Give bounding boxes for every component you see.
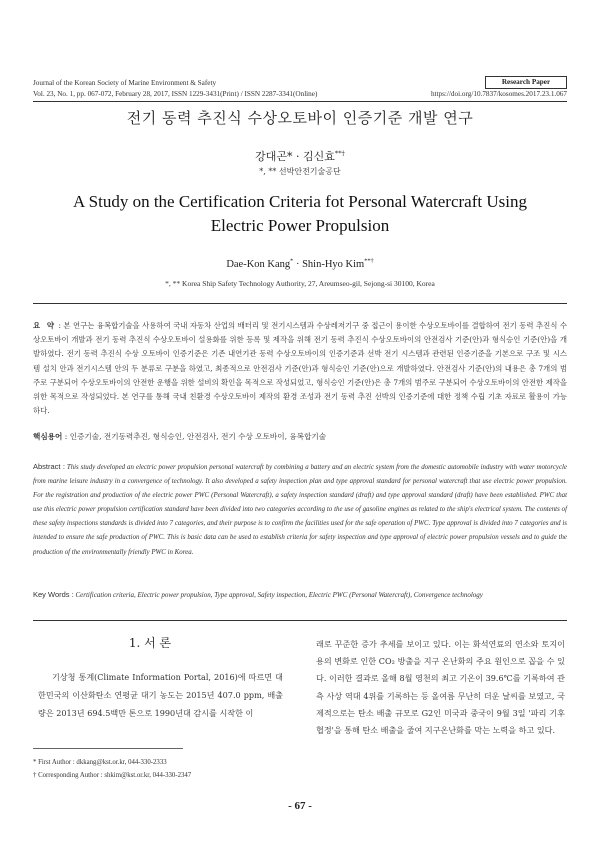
footnote-corresponding-author: † Corresponding Author : shkim@kst.or.kr, 044-330-2347 bbox=[33, 772, 192, 779]
authors-english: Dae-Kon Kang* · Shin-Hyo Kim**† bbox=[226, 257, 374, 270]
abstract-english: Abstract : This study developed an electric power propulsion personal watercraft by combining a battery and an electric system from the domestic automobile industry with water motorcycle from marine leisure industry in a convergence of technology. It also developed a safety inspection plan and type approval standard for personal watercraft that use electric power propulsion. For the registration and production of the electric power PWC (Personal Watercraft), a safety inspection standard (draft) and type approval standard (draft) have been established. PWC that use this electric power propulsion certification standard have been divided into two categories according to the use of gasoline engines as related to the ship's electrical system. The contents of these safety inspections standards is divided into 7 categories, and their purpose is to confirm the facilities used for the safe operation of PWC. Type approval is divided into 7 categories and is intended to ensure the safe production of PWC. This is basic data can be used to establish criteria for safety inspection and type approval of electric power propulsion vessels and to guide the production of the environmentally friendly PWC in Korea. bbox=[33, 462, 567, 556]
journal-name: Journal of the Korean Society of Marine Environment & Safety bbox=[33, 79, 217, 87]
abstract-korean-label: 요 약 bbox=[33, 321, 56, 330]
body-text-right: 래로 꾸준한 증가 추세를 보이고 있다. 이는 화석연료의 연소와 토지이용의 변화로 인한 CO₂ 방출을 지구 온난화의 주요 원인으로 꼽을 수 있다. 이러한 결과로 올해 8월 영천의 최고 기온이 39.6℃를 기록하여 관측 사상 역대 4위를 기록하는 등 올여름 무난히 더운 날씨를 보였고, 국제적으로는 탄소 배출 규모로 G2인 미국과 중국이 9월 3일 '파리 기후협정'을 통해 탄소 배출을 줄여 지구온난화를 막는 노력을 하고 있다. bbox=[316, 639, 565, 736]
abstract-rule bbox=[33, 620, 567, 621]
header-rule bbox=[33, 101, 567, 102]
section-heading-introduction: 1. 서 론 bbox=[128, 636, 172, 650]
title-rule bbox=[33, 303, 567, 304]
footnote-rule bbox=[33, 748, 183, 749]
title-korean: 전기 동력 추진식 수상오토바이 인증기준 개발 연구 bbox=[126, 109, 474, 127]
volume-info: Vol. 23, No. 1, pp. 067-072, February 28, 2017, ISSN 1229-3431(Print) / ISSN 2287-3341(Online) bbox=[33, 90, 318, 98]
body-text-left: 기상청 통계(Climate Information Portal, 2016)에 따르면 대한민국의 이산화탄소 연평균 대기 농도는 2015년 407.0 ppm, 배출량은 2013년 694.5백만 톤으로 1990년대 감시를 시작한 이 bbox=[38, 672, 283, 718]
abstract-english-label: Abstract : bbox=[33, 462, 65, 471]
title-english: A Study on the Certification Criteria fot Personal Watercraft Using Electric Power Propulsion bbox=[73, 192, 527, 235]
authors-korean: 강대곤* · 김신효**† bbox=[255, 149, 345, 163]
page-number: - 67 - bbox=[288, 800, 312, 812]
keywords-korean: 핵심용어 : 인증기술, 전기동력추진, 형식승인, 안전검사, 전기 수상 오토바이, 융복합기술 bbox=[33, 432, 327, 441]
keywords-english: Key Words : Certification criteria, Electric power propulsion, Type approval, Safety inspection, Electric PWC (Personal Watercraft), Convergence technology bbox=[33, 590, 483, 599]
footnote-first-author: * First Author : dkkang@kst.or.kr, 044-330-2333 bbox=[33, 759, 167, 766]
abstract-korean: 요 약 : 본 연구는 융복합기술을 사용하여 국내 자동차 산업의 배터리 및 전기시스템과 수상레저기구 중 접근이 용이한 수상오토바이를 결합하여 전기 동력 추진식 수상오토바이 개발과 전기 동력 추진식 수상오토바이 설용화를 위한 등록 및 제작을 위해 전기 동력 추진식 수상오토바이의 안전검사 기준(안)과 형식승인 기준(안)을 개발하였다. 전기 동력 추진식 수상 오토바이 인증기준은 기존 내연기관 동력 수상오토바이의 인증기준과 선박 전기 시스템과 관련된 인증기준을 기본으로 구조 및 시스템 설치 안과 전기시스템 안의 두 분류로 구분을 하였고, 최종적으로 안전검사 기준(안)과 형식승인 기준(안)으로 개발하였다. 안전검사 기준(안)의 내용은 총 7개의 범주로 구분되어 수상오토바이의 안전한 운행을 위한 설비의 확인을 목적으로 작성되었고, 형식승인 기준(안)은 총 7개의 범주로 구분되어 수상오토바이의 안전한 제작을 위한 목적으로 작성되었다. 본 연구를 통해 국내 친환경 수상오토바이 제작의 환경 조성과 전기 동력 추진 선박의 인증기준에 대한 정책 수립 기초 자료로 활용이 가능하다. bbox=[33, 321, 567, 416]
affiliation-korean: *, ** 선박안전기술공단 bbox=[259, 167, 341, 176]
doi-link[interactable]: https://doi.org/10.7837/kosomes.2017.23.1.067 bbox=[430, 90, 567, 98]
affiliation-english: *, ** Korea Ship Safety Technology Authority, 27, Areumseo-gil, Sejong-si 30100, Korea bbox=[165, 279, 435, 288]
article-type-badge: Research Paper bbox=[485, 76, 567, 89]
